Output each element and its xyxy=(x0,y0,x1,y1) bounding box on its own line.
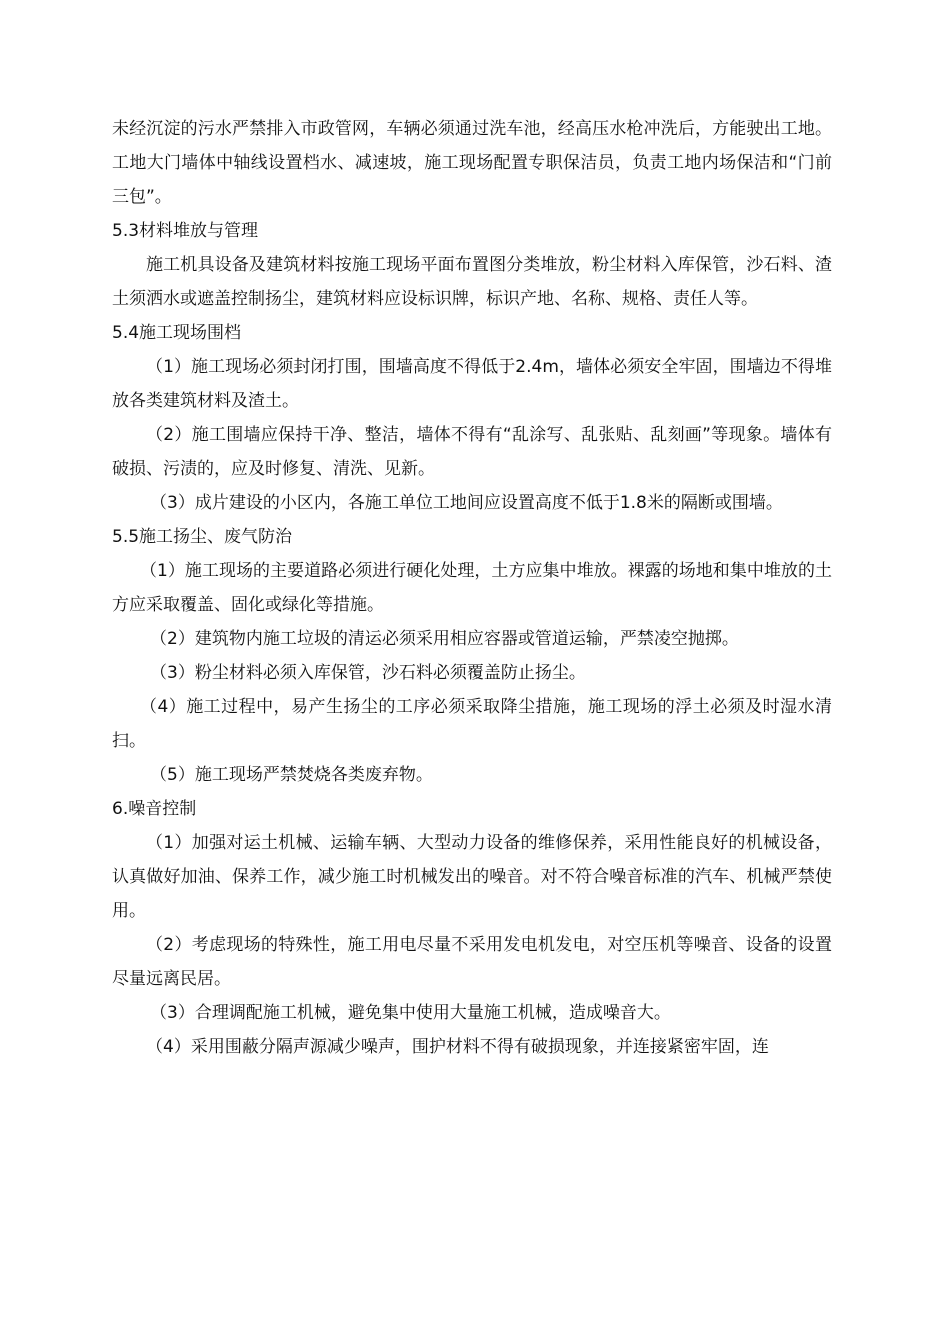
section-heading-5-4: 5.4施工现场围档 xyxy=(112,323,242,343)
section-heading-6: 6.噪音控制 xyxy=(112,799,197,819)
paragraph-enclosure-2: （2）施工围墙应保持干净、整洁，墙体不得有“乱涂写、乱张贴、乱刻画”等现象。墙体有破损、污渍的，应及时修复、清洗、见新。 xyxy=(112,425,832,479)
paragraph-dust-5: （5）施工现场严禁焚烧各类废弃物。 xyxy=(150,765,433,785)
paragraph-enclosure-3: （3）成片建设的小区内，各施工单位工地间应设置高度不低于1.8米的隔断或围墙。 xyxy=(150,493,783,513)
paragraph-dust-2: （2）建筑物内施工垃圾的清运必须采用相应容器或管道运输，严禁凌空抛掷。 xyxy=(150,629,739,649)
paragraph-wastewater: 未经沉淀的污水严禁排入市政管网，车辆必须通过洗车池，经高压水枪冲洗后，方能驶出工地。工地大门墙体中轴线设置档水、减速坡，施工现场配置专职保洁员，负责工地内场保洁和“门前三包”。 xyxy=(112,119,832,207)
paragraph-dust-3: （3）粉尘材料必须入库保管，沙石料必须覆盖防止扬尘。 xyxy=(150,663,586,683)
paragraph-dust-4: （4）施工过程中，易产生扬尘的工序必须采取降尘措施，施工现场的浮土必须及时湿水清扫。 xyxy=(112,697,832,751)
section-heading-5-3: 5.3材料堆放与管理 xyxy=(112,221,259,241)
paragraph-noise-4: （4）采用围蔽分隔声源减少噪声，围护材料不得有破损现象，并连接紧密牢固，连 xyxy=(146,1037,769,1057)
paragraph-noise-3: （3）合理调配施工机械，避免集中使用大量施工机械，造成噪音大。 xyxy=(150,1003,671,1023)
paragraph-noise-2: （2）考虑现场的特殊性，施工用电尽量不采用发电机发电，对空压机等噪音、设备的设置尽量远离民居。 xyxy=(112,935,832,989)
document-body xyxy=(112,112,832,1064)
paragraph-enclosure-1: （1）施工现场必须封闭打围，围墙高度不得低于2.4m，墙体必须安全牢固，围墙边不得堆放各类建筑材料及渣土。 xyxy=(112,357,832,411)
paragraph-material-storage: 施工机具设备及建筑材料按施工现场平面布置图分类堆放，粉尘材料入库保管，沙石料、渣土须洒水或遮盖控制扬尘，建筑材料应设标识牌，标识产地、名称、规格、责任人等。 xyxy=(112,255,832,309)
paragraph-noise-1: （1）加强对运土机械、运输车辆、大型动力设备的维修保养，采用性能良好的机械设备，认真做好加油、保养工作，减少施工时机械发出的噪音。对不符合噪音标准的汽车、机械严禁使用。 xyxy=(112,833,832,921)
section-heading-5-5: 5.5施工扬尘、废气防治 xyxy=(112,527,293,547)
paragraph-dust-1: （1）施工现场的主要道路必须进行硬化处理，土方应集中堆放。裸露的场地和集中堆放的土方应采取覆盖、固化或绿化等措施。 xyxy=(112,561,832,615)
